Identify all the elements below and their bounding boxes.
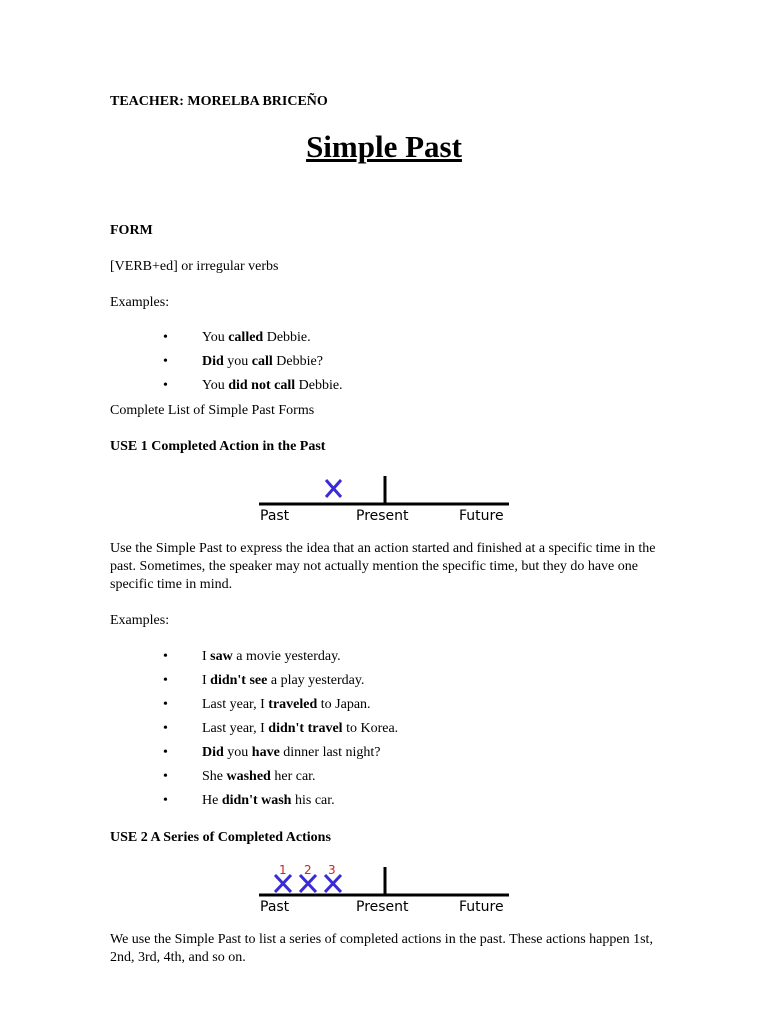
bullet-icon: • — [163, 769, 168, 784]
bullet-icon: • — [163, 721, 168, 736]
timeline-future-label: Future — [459, 508, 504, 524]
bullet-icon: • — [163, 649, 168, 664]
x-mark-icon — [275, 875, 291, 892]
x-mark-icon — [326, 480, 341, 497]
page-title: Simple Past — [306, 129, 462, 164]
bullet-icon: • — [163, 330, 168, 345]
form-text: [VERB+ed] or irregular verbs — [110, 259, 279, 274]
teacher-line: TEACHER: MORELBA BRICEÑO — [110, 94, 328, 109]
bullet-icon: • — [163, 793, 168, 808]
timeline-present-label: Present — [356, 899, 409, 915]
bullet-icon: • — [163, 378, 168, 393]
timeline-future-label: Future — [459, 899, 504, 915]
marker-number-2: 2 — [304, 863, 312, 877]
examples-label-1: Examples: — [110, 295, 170, 310]
timeline-present-label: Present — [356, 508, 409, 524]
bullet-icon: • — [163, 745, 168, 760]
form-heading: FORM — [110, 223, 153, 238]
use1-timeline-diagram — [255, 470, 515, 528]
marker-number-1: 1 — [279, 863, 287, 877]
use1-heading: USE 1 Completed Action in the Past — [110, 439, 326, 454]
x-mark-icon — [300, 875, 316, 892]
use2-timeline-diagram — [255, 861, 515, 919]
timeline-past-label: Past — [260, 508, 290, 524]
use2-paragraph: We use the Simple Past to list a series of completed actions in the past. These actions happen 1st, 2nd, 3rd, 4th, and so on. — [110, 932, 653, 965]
use1-paragraph: Use the Simple Past to express the idea that an action started and finished at a specific time in the past. Sometimes, the speaker may not actually mention the specific time, but they do have one specific time in mind. — [110, 541, 656, 592]
bullet-icon: • — [163, 673, 168, 688]
marker-number-3: 3 — [328, 863, 336, 877]
bullet-icon: • — [163, 697, 168, 712]
bullet-icon: • — [163, 354, 168, 369]
complete-list-link[interactable]: Complete List of Simple Past Forms — [110, 403, 315, 418]
x-mark-icon — [325, 875, 341, 892]
examples-label-2: Examples: — [110, 613, 170, 628]
use2-heading: USE 2 A Series of Completed Actions — [110, 830, 331, 845]
timeline-past-label: Past — [260, 899, 290, 915]
